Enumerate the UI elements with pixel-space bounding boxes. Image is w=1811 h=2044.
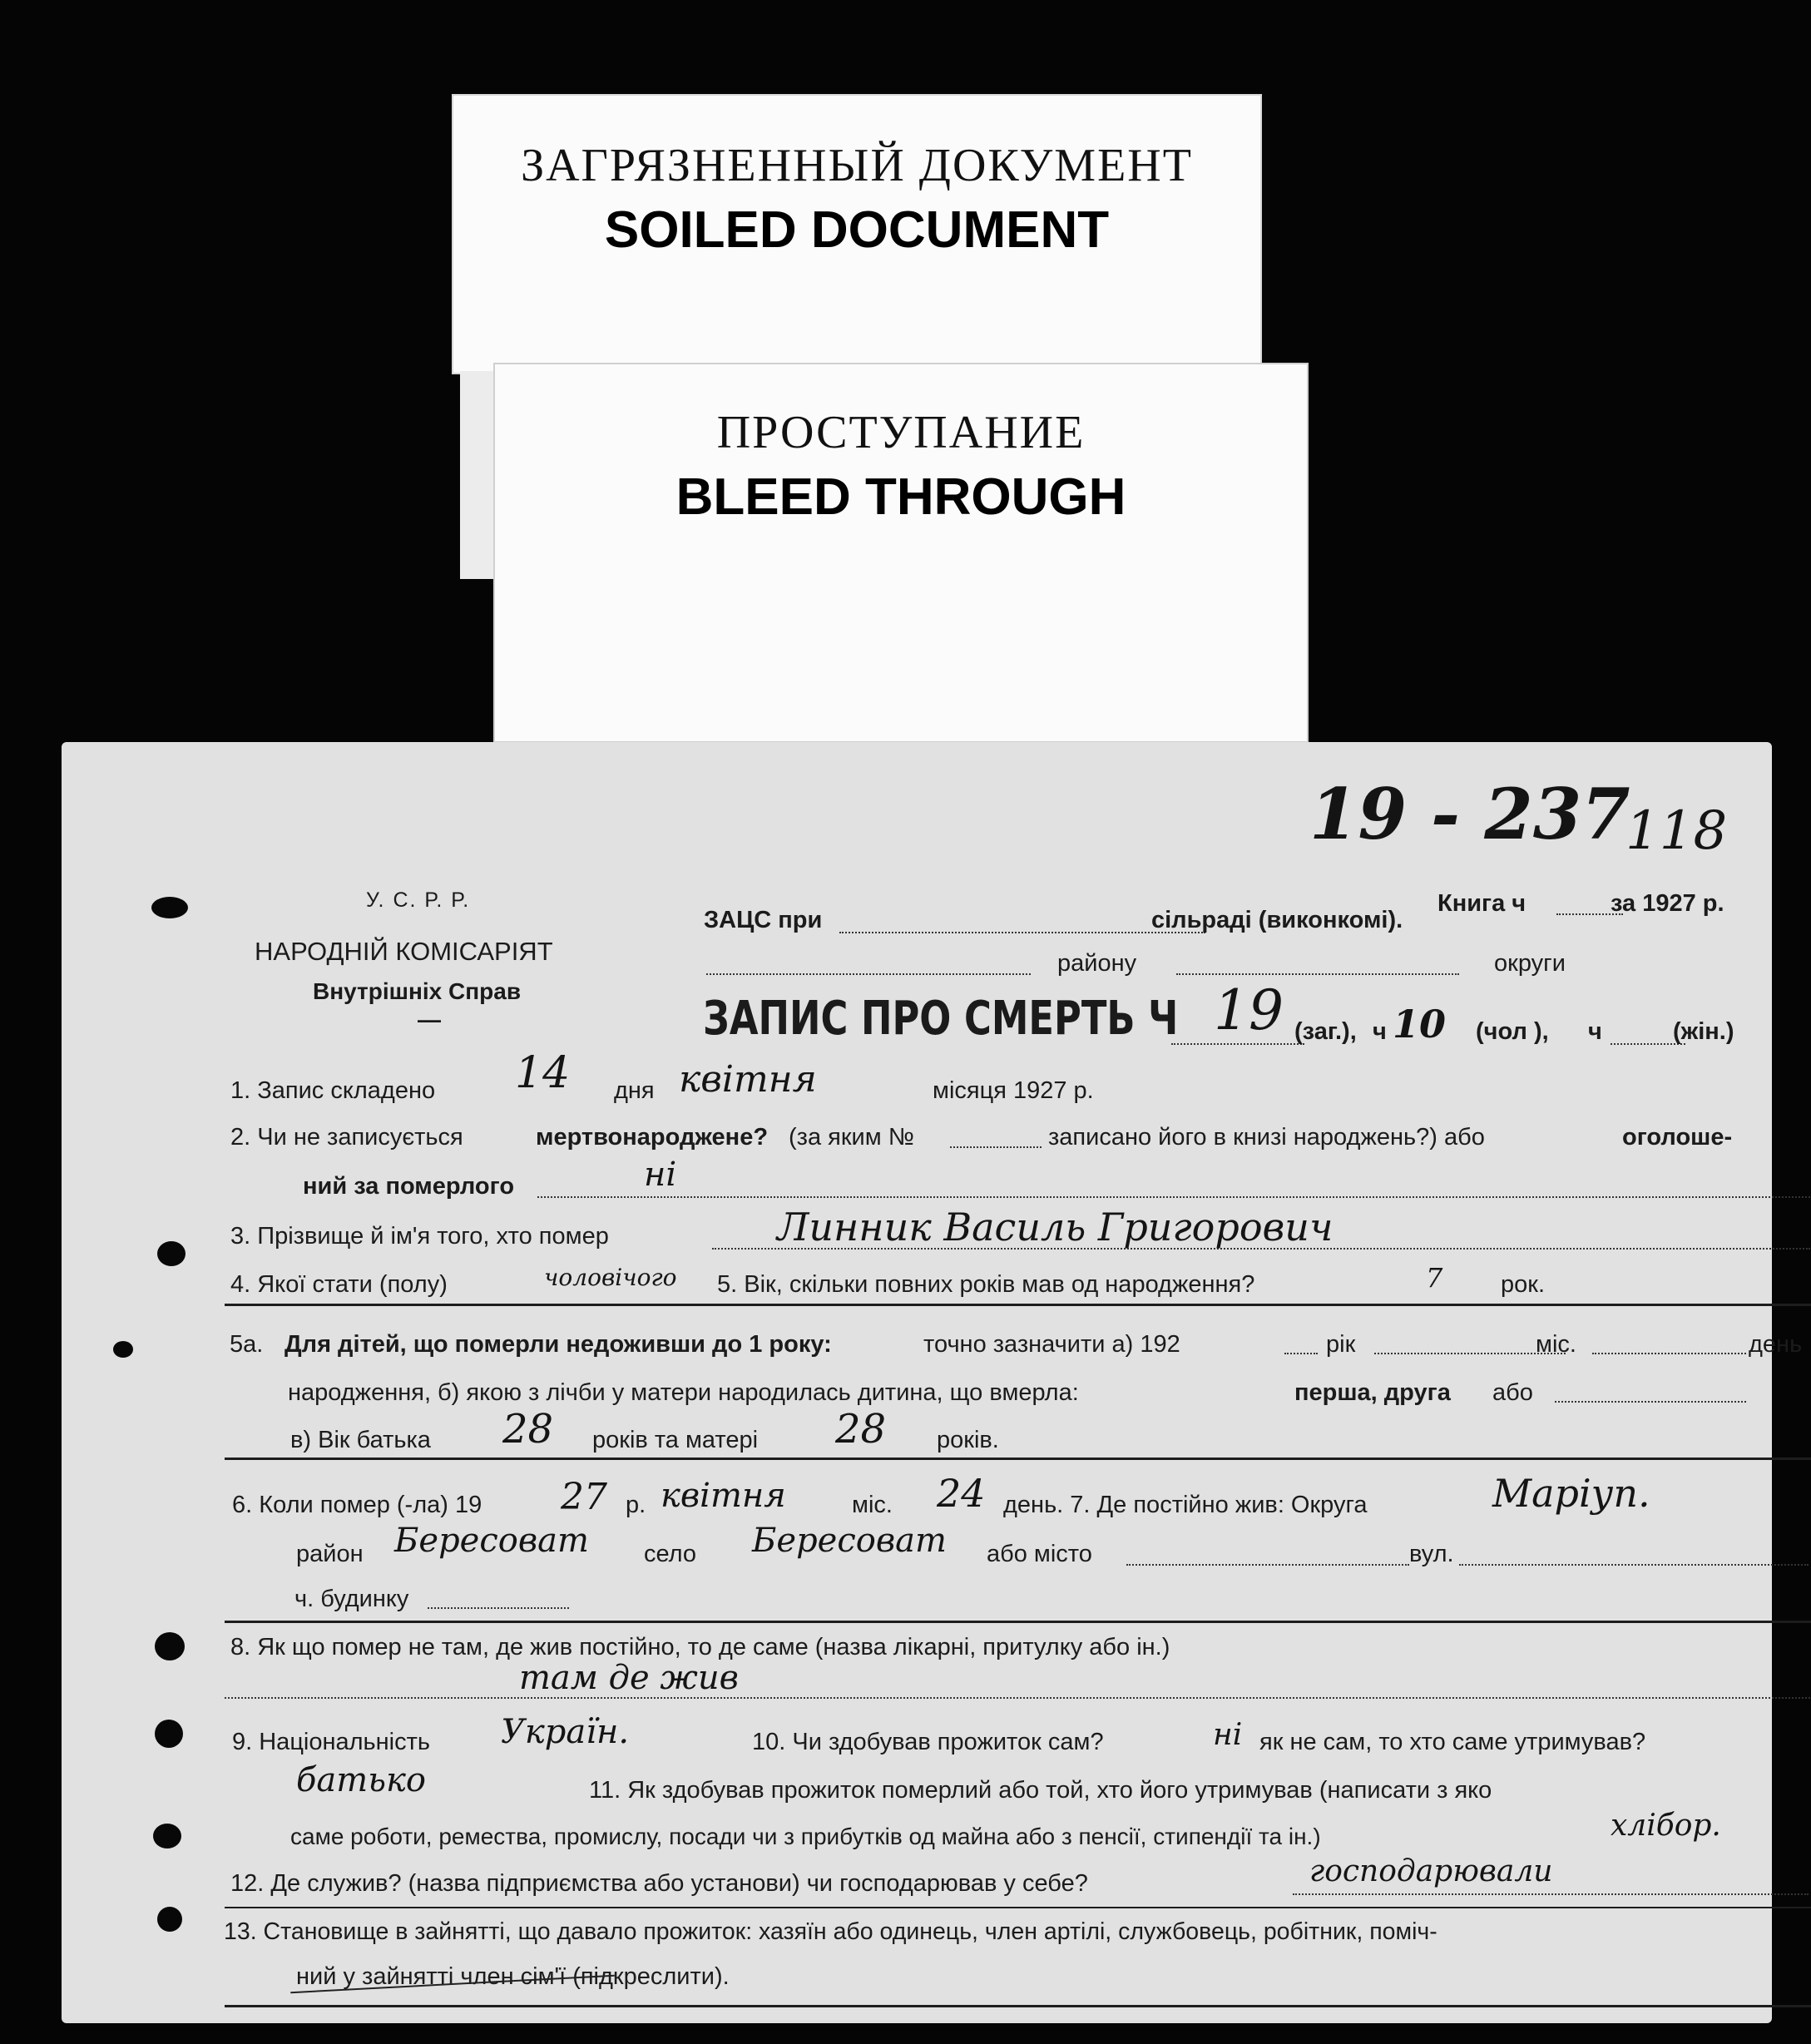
punch-hole [113, 1341, 133, 1358]
okruga-value: Маріуп. [1492, 1471, 1650, 1516]
bleed-label-ru: ПРОСТУПАНИЕ [716, 407, 1086, 458]
section-divider [225, 1621, 1811, 1623]
month-abbr-label: міс. [852, 1492, 893, 1518]
line-1-label: 1. Запис складено [230, 1077, 436, 1104]
page-title: ЗАПИС ПРО СМЕРТЬ Ч [703, 992, 1179, 1046]
bottom-rule [225, 2005, 1811, 2007]
birth-number-field [950, 1146, 1042, 1148]
line-11-detail: саме роботи, ремества, промислу, посади чи з прибутків од майна або з пенсії, стипендії та ін.) [290, 1824, 1321, 1849]
year-abbr-label: р. [626, 1492, 646, 1518]
age-value: 7 [1426, 1262, 1443, 1294]
record-day: 14 [515, 1048, 571, 1098]
okruga-field [1176, 973, 1459, 975]
line-5a-label: 5а. [230, 1331, 264, 1358]
header-dash: — [418, 1007, 441, 1032]
punch-hole [155, 1632, 185, 1660]
gender-value: чоловічого [544, 1264, 677, 1291]
birth-order-field [1555, 1401, 1746, 1403]
village-label: село [644, 1541, 697, 1567]
bleed-through-card [493, 363, 1309, 743]
supporter-label: як не сам, то хто саме утримував? [1259, 1729, 1646, 1755]
declared-label: оголоше- [1622, 1124, 1733, 1151]
day-label: дня [614, 1077, 655, 1104]
rayon-label: району [1057, 950, 1137, 977]
place-of-death: там де жив [519, 1659, 739, 1697]
bleed-label-en: BLEED THROUGH [675, 468, 1126, 526]
record-number: 19 [1214, 978, 1284, 1042]
general-label: (заг.), [1294, 1018, 1357, 1045]
workplace-value: господарювали [1309, 1854, 1553, 1888]
birth-book-label: записано його в книзі народжень?) або [1048, 1124, 1485, 1151]
soiled-label-ru: ЗАГРЯЗНЕННЫЙ ДОКУМЕНТ [521, 140, 1193, 191]
father-age: 28 [502, 1406, 554, 1453]
section-divider [225, 1907, 1811, 1908]
zags-label: ЗАЦС при [704, 907, 823, 933]
declared-dead-label: ний за померлого [303, 1173, 515, 1200]
exact-label: точно зазначити а) 192 [923, 1331, 1180, 1358]
section-divider [225, 1304, 1811, 1306]
record-month: квітня [679, 1058, 817, 1101]
year-label: за 1927 р. [1611, 890, 1724, 917]
house-field [428, 1607, 569, 1609]
supporter-value: батько [296, 1761, 426, 1799]
archive-number: 19 - 237 [1309, 773, 1630, 855]
silrada-field [839, 932, 1205, 933]
birth-record-label: (за яким № [789, 1124, 914, 1151]
line-13-detail: ний у зайнятті член сім'ї (підкреслити). [296, 1963, 730, 1990]
birth-order-label: народження, б) якою з лічби у матери народилась дитина, що вмерла: [288, 1379, 1079, 1406]
okruga-label: округи [1494, 950, 1566, 977]
children-label: Для дітей, що померли недоживши до 1 року: [285, 1331, 832, 1358]
birth-day-field [1592, 1353, 1746, 1354]
line-11-label: 11. Як здобував прожиток померлий або той, хто його утримував (написати з яко [589, 1777, 1492, 1804]
ussr-label: У. С. Р. Р. [366, 888, 471, 912]
nationality-value: Україн. [501, 1713, 630, 1751]
death-day: 24 [937, 1471, 986, 1516]
years-label-2: років. [937, 1427, 999, 1453]
declared-field [537, 1196, 1810, 1198]
street-label: вул. [1409, 1541, 1454, 1567]
line-5-label: 5. Вік, скільки повних років мав од народження? [717, 1271, 1255, 1298]
internal-affairs-label: Внутрішніх Справ [313, 978, 522, 1004]
section-divider [225, 1458, 1811, 1460]
line-8-label: 8. Як що помер не там, де жив постійно, то де саме (назва лікарні, притулку або ін.) [230, 1634, 1170, 1660]
punch-hole [157, 1907, 182, 1932]
ch-label-1: ч [1373, 1018, 1387, 1045]
place-field [225, 1697, 1811, 1699]
card-edge [460, 371, 497, 579]
month-label: місяця 1927 р. [933, 1077, 1094, 1104]
record-number-field [1171, 1043, 1304, 1045]
birth-year-field [1284, 1353, 1318, 1354]
male-label: (чол ), [1476, 1018, 1549, 1045]
line-9-label: 9. Національність [232, 1729, 431, 1755]
line-13-label: 13. Становище в зайнятті, що давало прожиток: хазяїн або одинець, член артілі, службовець, робітник, поміч- [224, 1918, 1437, 1945]
village-value: Бересоват [752, 1522, 947, 1560]
occupation-value: хлібор. [1611, 1809, 1721, 1843]
punch-hole [151, 897, 188, 918]
city-label: або місто [987, 1541, 1092, 1567]
punch-hole [155, 1720, 183, 1748]
or-label: або [1492, 1379, 1533, 1406]
house-label: ч. будинку [294, 1586, 409, 1612]
mother-age-label: років та матері [592, 1427, 759, 1453]
death-record-form [62, 742, 1803, 2023]
rayon-value: Бересоват [394, 1522, 589, 1560]
declared-value: ні [644, 1156, 677, 1194]
year-unit-label: рік [1326, 1331, 1356, 1358]
male-number: 10 [1393, 1002, 1447, 1047]
commissariat-label: НАРОДНІЙ КОМІСАРІЯТ [255, 937, 553, 966]
line-12-label: 12. Де служив? (назва підприємства або установи) чи господарював у себе? [230, 1870, 1088, 1897]
mother-age: 28 [835, 1406, 887, 1453]
line-6-label: 6. Коли помер (-ла) 19 [232, 1492, 482, 1518]
line-10-label: 10. Чи здобував прожиток сам? [752, 1729, 1104, 1755]
city-field [1126, 1564, 1409, 1566]
rayon-field [706, 973, 1031, 975]
residence-label: день. 7. Де постійно жив: Округа [1003, 1492, 1368, 1518]
first-second-label: перша, друга [1294, 1379, 1451, 1406]
punch-hole [157, 1241, 186, 1266]
deceased-name: Линник Василь Григорович [777, 1205, 1334, 1250]
years-label: рок. [1501, 1271, 1546, 1298]
sheet-number: 118 [1625, 800, 1728, 862]
father-age-label: в) Вік батька [290, 1427, 431, 1453]
month-unit-label: міс. [1536, 1331, 1576, 1358]
line-2-label: 2. Чи не записується [230, 1124, 463, 1151]
death-year: 27 [561, 1476, 607, 1518]
ch-label-2: ч [1588, 1018, 1602, 1045]
day-unit-label: день [1749, 1331, 1803, 1358]
death-month: квітня [661, 1477, 786, 1515]
stillborn-label: мертвонароджене? [536, 1124, 769, 1151]
book-label: Книга ч [1437, 890, 1526, 917]
rayon-residence-label: район [296, 1541, 364, 1567]
soiled-label-en: SOILED DOCUMENT [604, 201, 1110, 259]
line-4-label: 4. Якої стати (полу) [230, 1271, 448, 1298]
workplace-field [1293, 1893, 1809, 1895]
silrada-label: сільраді (виконкомі). [1151, 907, 1403, 933]
soiled-document-card [452, 94, 1262, 374]
self-support-value: ні [1213, 1718, 1243, 1752]
line-3-label: 3. Прізвище й ім'я того, хто помер [230, 1223, 609, 1250]
street-field [1459, 1564, 1809, 1566]
female-label: (жін.) [1673, 1018, 1734, 1045]
punch-hole [153, 1824, 181, 1849]
